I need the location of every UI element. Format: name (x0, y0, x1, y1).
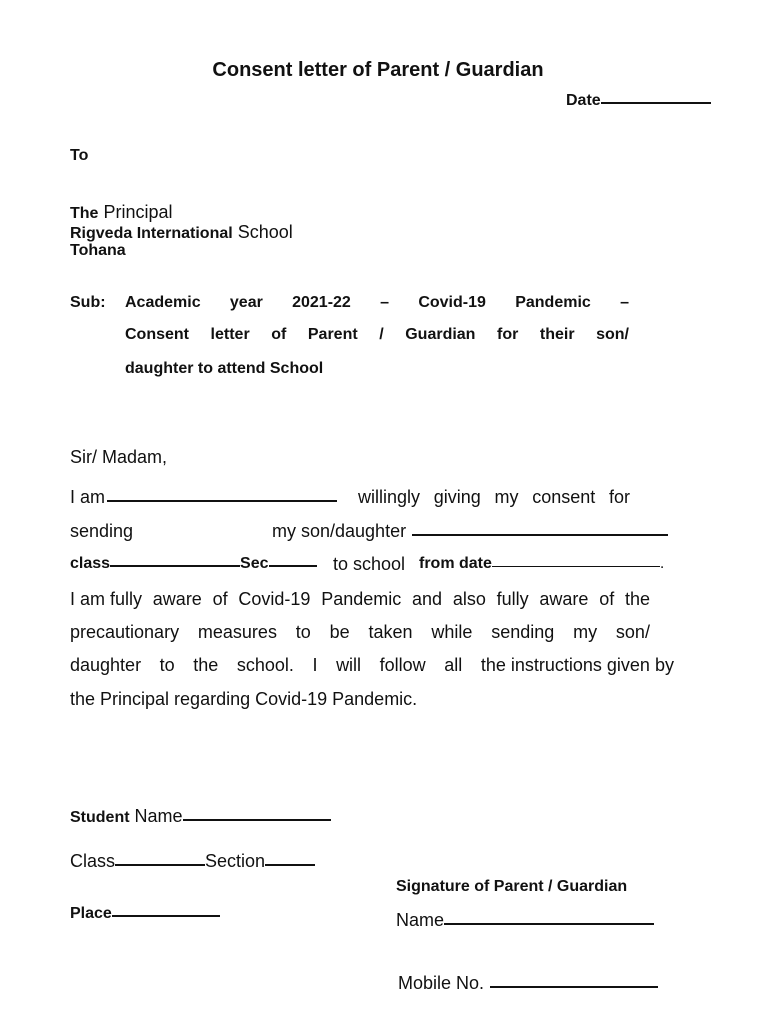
body-line-6 (70, 655, 674, 676)
body-line-5-word: to (295, 622, 311, 642)
body-line-4-word: and (412, 589, 443, 609)
footer-section-blank[interactable] (265, 863, 315, 866)
subject-line-1-word: Academic (125, 294, 201, 311)
child-name-blank[interactable] (412, 533, 668, 536)
subject-line-2-word: for (497, 326, 519, 343)
from-date-blank[interactable] (492, 565, 660, 567)
body-son-daughter: my son/daughter (272, 521, 668, 542)
subject-line-2-word: Guardian (405, 326, 476, 343)
page-title: Consent letter of Parent / Guardian (212, 59, 544, 81)
date-field (566, 92, 711, 110)
mobile-field: Mobile No. (398, 973, 658, 994)
subject-line-2-word: Parent (307, 326, 358, 343)
address-line-1: The Principal (70, 202, 173, 222)
body-line-5-word: my (573, 622, 598, 642)
subject-line-1-word: year (229, 294, 263, 311)
body-line-5-word: precautionary (70, 622, 180, 642)
subject-line-2-word: Consent (125, 326, 189, 343)
student-name-blank[interactable] (183, 818, 331, 821)
body-line-6-word: will (336, 655, 362, 675)
parent-name-blank[interactable] (107, 499, 337, 502)
body-line-5-word: son/ (615, 622, 650, 642)
signature-label: Signature of Parent / Guardian (396, 878, 628, 895)
body-line-4-word: of (212, 589, 228, 609)
subject-line-1-word: – (620, 294, 629, 311)
body-line-6-word: I (312, 655, 318, 675)
body-line-7: the Principal regarding Covid-19 Pandemic. (70, 689, 418, 709)
body-line-4-word: Covid-19 (238, 589, 311, 609)
place-field: Place (70, 905, 220, 923)
body-line-4-word: aware (152, 589, 202, 609)
body-line-6-word: all (444, 655, 463, 675)
body-line-4-word: fully (496, 589, 529, 609)
subject-line-1-word: – (380, 294, 390, 311)
body-i-am: I am (70, 487, 337, 508)
to-label: To (70, 147, 89, 164)
body-line-5-word: taken (368, 622, 413, 642)
body-line-5-word: measures (197, 622, 277, 642)
body-line-6-word: follow (379, 655, 426, 675)
subject-line-1-word: Pandemic (515, 294, 591, 311)
body-sending: sending (70, 521, 134, 541)
subject-line-3: daughter to attend School (125, 360, 324, 377)
date-blank[interactable] (601, 101, 711, 104)
salutation: Sir/ Madam, (70, 447, 168, 467)
guardian-name-field: Name (396, 910, 654, 931)
body-line-6-word: to (159, 655, 175, 675)
body-to-school: to school (333, 554, 406, 574)
body-line-1-word: for (608, 487, 630, 507)
footer-class-blank[interactable] (115, 863, 205, 866)
address-line-2: Rigveda International School (70, 222, 293, 242)
subject-line-2-word: of (271, 326, 287, 343)
body-line-4-word: Pandemic (321, 589, 402, 609)
body-from-date: from date . (419, 555, 665, 572)
body-line-5 (70, 622, 650, 643)
subject-line-2-word: their (539, 326, 575, 343)
subject-line-2 (125, 326, 629, 344)
body-line-6-word: daughter (70, 655, 142, 675)
body-line-6-word: the instructions given by (480, 655, 674, 675)
body-line-6-word: the (193, 655, 219, 675)
body-line-4-word: of (599, 589, 615, 609)
body-line-5-word: while (431, 622, 473, 642)
sec-blank[interactable] (269, 564, 317, 567)
body-line-5-word: be (329, 622, 350, 642)
subject-line-1 (125, 294, 629, 312)
subject-label: Sub: (70, 294, 106, 311)
subject-line-1-word: 2021-22 (292, 294, 351, 311)
class-blank[interactable] (110, 564, 240, 567)
body-line-1-word: my (494, 487, 519, 507)
mobile-blank[interactable] (490, 985, 658, 988)
address-line-3: Tohana (70, 242, 126, 259)
subject-line-2-word: letter (210, 326, 250, 343)
body-line-4 (70, 589, 650, 610)
date-label: Date (566, 92, 601, 109)
body-line-1-word: giving (433, 487, 481, 507)
body-line-1-word: willingly (358, 487, 421, 507)
body-line-4-word: the (624, 589, 650, 609)
body-line-1-word: consent (532, 487, 596, 507)
body-class-line: class Sec (70, 555, 317, 573)
body-line-6-word: school. (236, 655, 294, 675)
student-name-field: Student Name (70, 806, 331, 827)
subject-line-1-word: Covid-19 (418, 294, 486, 311)
guardian-name-blank[interactable] (444, 922, 654, 925)
body-line-4-word: also (452, 589, 486, 609)
subject-line-2-word: son/ (596, 326, 629, 343)
body-line-4-word: I am fully (70, 589, 143, 609)
body-line-1-rest (358, 487, 630, 508)
body-line-4-word: aware (539, 589, 589, 609)
subject-line-2-word: / (379, 326, 384, 343)
body-line-5-word: sending (491, 622, 555, 642)
class-section-field: Class Section (70, 851, 315, 872)
place-blank[interactable] (112, 914, 220, 917)
